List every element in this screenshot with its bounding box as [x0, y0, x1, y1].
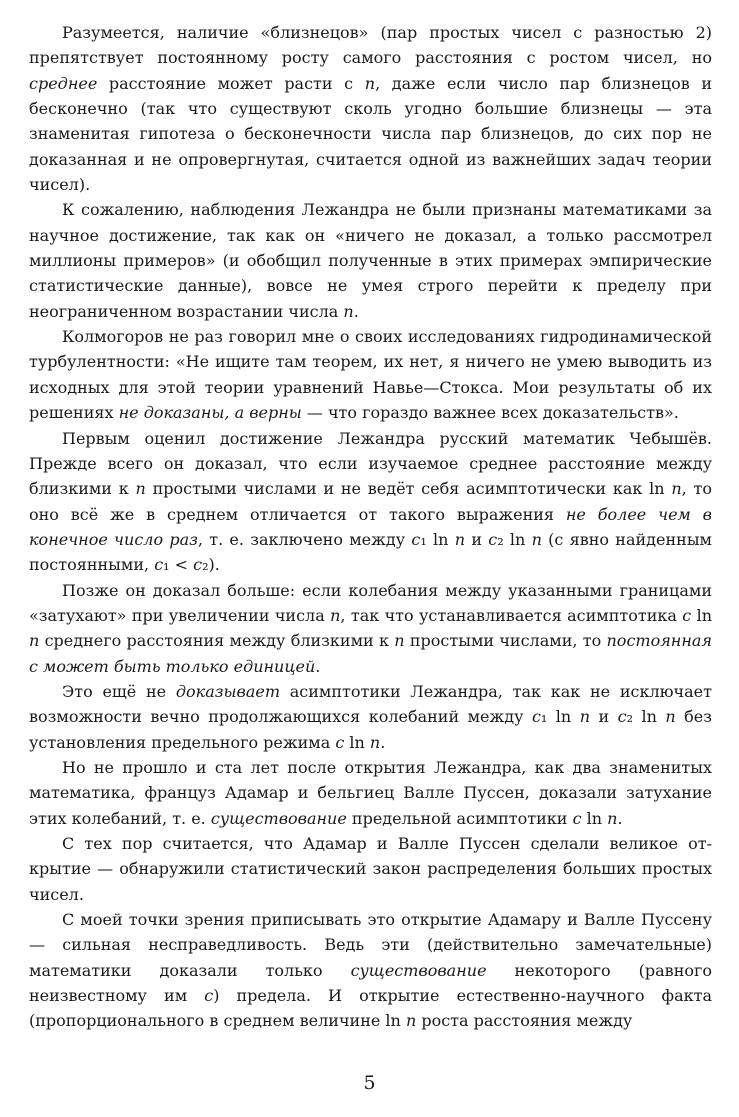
text-segment: — что гораздо важнее всех доказательств». — [301, 403, 679, 423]
text-segment-italic: доказывает — [175, 681, 280, 701]
text-segment: расстояние может расти с — [97, 73, 365, 93]
text-segment: некоторого (равного неизвестному им — [29, 960, 712, 1006]
text-segment: без установления предельного режима — [29, 707, 712, 752]
paragraph-5 — [29, 578, 712, 679]
paragraph-8 — [29, 831, 712, 907]
text-segment-italic: c — [488, 529, 498, 549]
paragraph-9 — [29, 907, 712, 1034]
text-segment-italic: не более чем в конечное число раз — [29, 504, 712, 549]
paragraph-4 — [29, 426, 712, 578]
text-segment: С моей точки зрения приписывать это открытие Адамару и Валле Пуссену — сильная несправедливость. Ведь эти (действительно замечательные) математики доказали только — [29, 910, 712, 980]
text-segment: простыми числами и не ведёт себя асимптотически как ln — [145, 479, 672, 499]
text-segment-italic: n — [607, 808, 618, 828]
paragraph-3 — [29, 324, 712, 425]
text-segment-italic: n — [665, 707, 676, 727]
text-segment-italic: существование — [210, 808, 347, 828]
text-segment-italic: n — [579, 707, 591, 727]
page-body — [29, 20, 712, 1034]
text-segment: ₁ ln — [540, 707, 580, 727]
text-segment-italic: c — [154, 555, 164, 575]
text-segment-italic: c — [411, 529, 421, 549]
text-segment: ln — [581, 808, 608, 828]
text-segment-italic: n — [454, 529, 466, 549]
text-segment: ₁ ln — [420, 529, 455, 549]
text-segment: ₂ ln — [626, 707, 666, 727]
text-segment-italic: n — [405, 1011, 417, 1031]
text-segment-italic: n — [135, 479, 146, 499]
paragraph-7 — [29, 755, 712, 831]
text-segment: Это ещё не — [62, 681, 176, 701]
text-segment: простыми числами, то — [404, 631, 607, 651]
text-segment: асимптотики Лежандра, так как не исключает возможности вечно продолжающихся колебаний между — [29, 681, 712, 727]
paragraph-2 — [29, 197, 712, 324]
text-segment-italic: n — [671, 479, 682, 499]
text-segment-italic: n — [330, 605, 341, 625]
text-segment: К сожалению, наблюдения Лежандра не были признаны математиками за научное достижение, так как он «ничего не доказал, а только рассмотрел миллионы примеров» (и обобщил полученные в этих примерах эмпирические статистические данные), вовсе не умея строго перейти к пределу при неограниченном возрастании числа — [29, 200, 712, 321]
text-segment-italic: n — [29, 631, 40, 651]
text-segment: и — [465, 529, 489, 549]
text-segment: ₂ ln — [497, 529, 532, 549]
text-segment: . — [315, 656, 321, 676]
text-segment: роста расстояния между — [416, 1011, 633, 1031]
paragraph-6 — [29, 679, 712, 755]
text-segment: , т. е. заключено между — [197, 529, 412, 549]
text-segment: Позже он доказал больше: если колебания между указанными границами «затухают» при увеличении числа — [29, 580, 712, 625]
text-segment: Разумеется, наличие «близнецов» (пар простых чисел с разностью 2) препятствует постоянному росту самого расстояния с ростом чисел, но — [29, 23, 712, 68]
text-segment-italic: c — [204, 986, 214, 1006]
text-segment-italic: n — [531, 529, 542, 549]
text-segment: ₁ < — [163, 555, 194, 575]
text-segment: . — [617, 808, 623, 828]
text-segment: , так что устанавливается асимптотика — [340, 605, 683, 625]
text-segment: Но не прошло и ста лет после открытия Лежандра, как два знаменитых математика, француз Адамар и бельгиец Валле Пуссен, доказали затухание этих колебаний, т. е. — [29, 757, 712, 828]
text-segment: ₂). — [202, 555, 220, 575]
text-segment-italic: n — [364, 73, 376, 93]
text-segment-italic: c — [617, 707, 627, 727]
text-segment-italic: c — [531, 707, 541, 727]
text-segment: (с явно найденным постоянными, — [29, 529, 712, 575]
text-segment: среднего расстояния между близкими к — [39, 631, 395, 651]
text-segment-italic: c — [193, 555, 203, 575]
text-segment-italic: c — [682, 605, 692, 625]
text-segment-italic: не доказаны, а верны — [118, 403, 302, 423]
text-segment: Первым оценил достижение Лежандра русский математик Чебышёв. Прежде всего он доказал, что если изучаемое среднее расстояние между близкими к — [29, 428, 712, 499]
text-segment: ) предела. И открытие естественно-научного факта (пропорционального в среднем величине ln — [29, 986, 713, 1031]
text-segment: , даже если число пар близнецов и бесконечно (так что существуют сколь угодно большие близнецы — эта знаменитая гипотеза о бесконечности числа пар близнецов, до сих пор не доказанная и не опровергнутая, считается одной из важнейших задач теории чисел). — [29, 73, 713, 195]
text-segment: и — [590, 707, 618, 727]
text-segment: предельной асимптотики — [346, 808, 573, 828]
text-segment: , то оно всё же в среднем отличается от такого выражения — [29, 479, 713, 524]
text-segment-italic: n — [369, 732, 381, 752]
text-segment-italic: c — [572, 808, 582, 828]
text-segment-italic: среднее — [29, 73, 98, 93]
text-segment: ln — [344, 732, 370, 752]
page-number: 5 — [363, 1072, 376, 1094]
text-segment-italic: постоянная c может быть только единицей — [29, 631, 713, 676]
paragraph-1 — [29, 20, 712, 197]
text-segment: ln — [691, 605, 712, 625]
text-segment: . — [380, 732, 386, 752]
text-segment-italic: существование — [350, 960, 487, 980]
text-segment: . — [353, 301, 359, 321]
text-segment: С тех пор считается, что Адамар и Валле Пуссен сделали великое открытие — обнаружили статистический закон распределения больших простых чисел. — [29, 834, 712, 904]
text-segment-italic: n — [343, 301, 354, 321]
text-segment: Колмогоров не раз говорил мне о своих исследованиях гидродинамической турбулентности: «Не ищите там теорем, их нет, я ничего не умею выводить из исходных для этой теории уравнений Навье—Стокса. Мои результаты об их решениях — [29, 327, 712, 423]
text-segment-italic: n — [394, 631, 405, 651]
text-segment-italic: c — [335, 732, 345, 752]
